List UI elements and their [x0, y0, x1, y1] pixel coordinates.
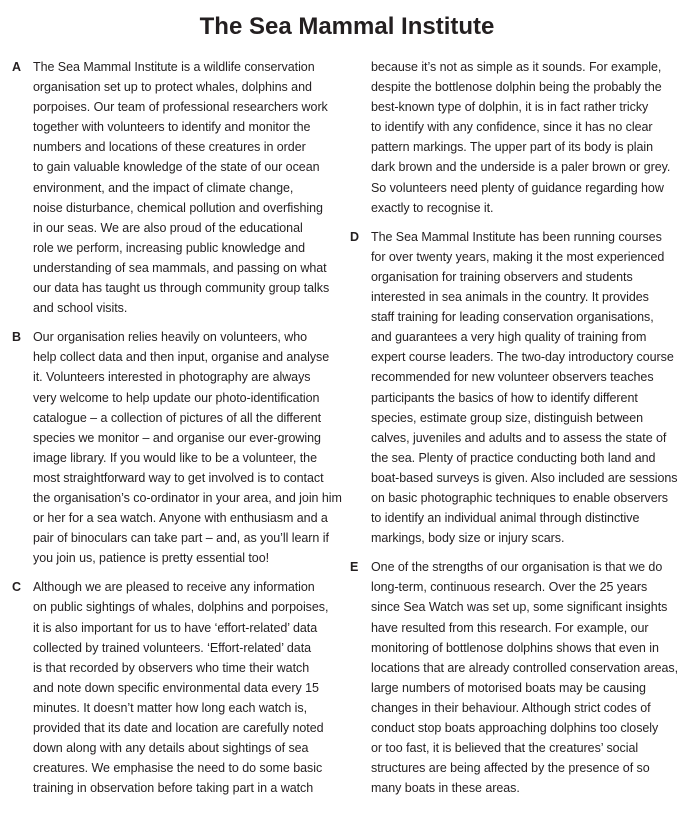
- text-line: or too fast, it is believed that the creatures’ social: [371, 741, 639, 756]
- text-line: The Sea Mammal Institute is a wildlife conservation: [33, 60, 315, 74]
- left-column: [12, 57, 342, 807]
- text-line: conduct stop boats approaching dolphins too closely: [371, 721, 659, 735]
- text-line: environment, and the impact of climate change,: [33, 180, 294, 195]
- text-line: structures are being affected by the presence of so: [371, 761, 650, 776]
- text-line: provided that its date and location are carefully noted: [33, 721, 324, 735]
- text-line: boat-based surveys is given. Also included are sessions: [371, 470, 678, 485]
- text-line: changes in their behaviour. Although strict codes of: [371, 700, 651, 715]
- text-line: best-known type of dolphin, it is in fact rather tricky: [371, 100, 649, 115]
- text-line: exactly to recognise it.: [371, 200, 494, 215]
- paragraph-a: [12, 57, 337, 318]
- paragraph-letter: E: [350, 560, 359, 575]
- text-line: dark brown and the underside is a paler brown or grey.: [371, 160, 671, 175]
- paragraph-letter: D: [350, 229, 360, 244]
- paragraph-text: [371, 57, 685, 218]
- text-line: despite the bottlenose dolphin being the probably the: [371, 80, 662, 95]
- paragraph-e: [350, 557, 685, 798]
- text-line: and school visits.: [33, 301, 128, 316]
- text-line: you join us, patience is pretty essential too!: [33, 551, 270, 566]
- text-line: porpoises. Our team of professional researchers work: [33, 100, 328, 115]
- paragraph-c-continued: [350, 57, 685, 218]
- paragraph-letter: C: [12, 580, 22, 595]
- paragraph-text: [371, 227, 685, 549]
- text-line: have resulted from this research. For example, our: [371, 620, 649, 635]
- paragraph-letter: A: [12, 60, 22, 74]
- paragraph-text: [33, 57, 337, 318]
- text-line: role we perform, increasing public knowledge and: [33, 240, 306, 255]
- text-line: the sea. Plenty of practice conducting both land and: [371, 450, 656, 465]
- text-line: creatures. We emphasise the need to do some basic: [33, 761, 323, 776]
- text-line: or her for a sea watch. Anyone with enthusiasm and a: [33, 511, 328, 526]
- text-line: because it’s not as simple as it sounds. For example,: [371, 60, 662, 74]
- text-line: interested in sea animals in the country. It provides: [371, 290, 649, 305]
- text-line: One of the strengths of our organisation is that we do: [371, 560, 663, 575]
- text-line: on public sightings of whales, dolphins and porpoises,: [33, 600, 329, 615]
- text-line: to gain valuable knowledge of the state of our ocean: [33, 160, 320, 175]
- text-line: locations that are already controlled conservation areas,: [371, 660, 679, 675]
- text-line: to identify with any confidence, since it has no clear: [371, 120, 653, 135]
- text-line: long-term, continuous research. Over the 25 years: [371, 580, 648, 595]
- text-line: numbers and locations of these creatures in order: [33, 140, 306, 155]
- text-line: for over twenty years, making it the most experienced: [371, 249, 665, 264]
- text-line: on basic photographic techniques to enable observers: [371, 490, 668, 505]
- paragraph-letter: B: [12, 330, 22, 345]
- text-line: together with volunteers to identify and monitor the: [33, 120, 311, 135]
- paragraph-b: [12, 327, 342, 568]
- text-line: The Sea Mammal Institute has been running courses: [371, 229, 662, 244]
- text-line: catalogue – a collection of pictures of all the different: [33, 410, 322, 425]
- text-line: to identify an individual animal through distinctive: [371, 511, 640, 526]
- text-line: help collect data and then input, organise and analyse: [33, 350, 330, 365]
- text-line: noise disturbance, chemical pollution and overfishing: [33, 200, 323, 215]
- text-line: understanding of sea mammals, and passing on what: [33, 260, 327, 275]
- text-line: it is also important for us to have ‘effort-related’ data: [33, 620, 318, 635]
- text-line: pair of binoculars can take part – and, as you’ll learn if: [33, 531, 329, 546]
- right-column: [350, 57, 685, 807]
- text-line: organisation set up to protect whales, dolphins and: [33, 80, 312, 95]
- text-line: most straightforward way to get involved is to contact: [33, 470, 324, 485]
- text-line: Our organisation relies heavily on volunteers, who: [33, 330, 308, 345]
- page-title: The Sea Mammal Institute: [199, 13, 495, 40]
- text-line: large numbers of motorised boats may be causing: [371, 680, 646, 695]
- text-line: image library. If you would like to be a volunteer, the: [33, 450, 317, 465]
- text-line: Although we are pleased to receive any information: [33, 580, 315, 595]
- text-line: minutes. It doesn’t matter how long each watch is,: [33, 700, 308, 715]
- text-line: So volunteers need plenty of guidance regarding how: [371, 180, 664, 195]
- paragraph-c: [12, 577, 337, 798]
- paragraph-text: [371, 557, 685, 798]
- text-line: down along with any details about sightings of sea: [33, 741, 309, 756]
- text-line: training in observation before taking part in a watch: [33, 781, 314, 796]
- text-line: is that recorded by observers who time their watch: [33, 660, 310, 675]
- text-line: in our seas. We are also proud of the educational: [33, 220, 303, 235]
- text-line: it. Volunteers interested in photography are always: [33, 370, 311, 385]
- text-line: monitoring of bottlenose dolphins shows that even in: [371, 640, 659, 655]
- text-line: organisation for training observers and students: [371, 269, 633, 284]
- text-line: the organisation’s co-ordinator in your area, and join him: [33, 490, 342, 505]
- text-line: and guarantees a very high quality of training from: [371, 330, 647, 345]
- text-line: and note down specific environmental data every 15: [33, 680, 319, 695]
- text-line: markings, body size or injury scars.: [371, 531, 565, 546]
- text-line: participants the basics of how to identify different: [371, 390, 638, 405]
- text-line: staff training for leading conservation organisations,: [371, 310, 654, 325]
- text-line: very welcome to help update our photo-identification: [33, 390, 320, 405]
- paragraph-text: [33, 327, 342, 568]
- paragraph-d: [350, 227, 685, 549]
- text-line: calves, juveniles and adults and to assess the state of: [371, 430, 667, 445]
- text-line: since Sea Watch was set up, some significant insights: [371, 600, 668, 615]
- text-line: expert course leaders. The two-day introductory course: [371, 350, 674, 365]
- text-line: many boats in these areas.: [371, 781, 520, 796]
- paragraph-text: [33, 577, 337, 798]
- text-line: species, estimate group size, distinguish between: [371, 410, 644, 425]
- text-line: species we monitor – and organise our ever-growing: [33, 430, 321, 445]
- text-line: collected by trained volunteers. ‘Effort-related’ data: [33, 640, 312, 655]
- text-line: recommended for new volunteer observers teaches: [371, 370, 654, 385]
- text-line: pattern markings. The upper part of its body is plain: [371, 140, 653, 155]
- text-line: our data has taught us through community group talks: [33, 281, 330, 296]
